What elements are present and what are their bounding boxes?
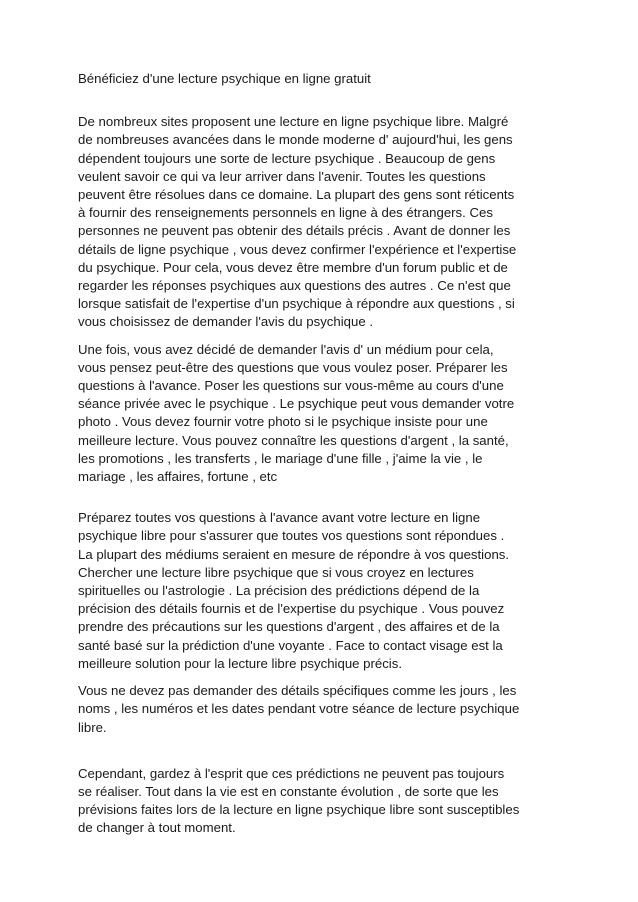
document-page bbox=[78, 70, 568, 846]
paragraph-specific-details: Vous ne devez pas demander des détails spécifiques comme les jours , les noms , les numéros et les dates pendant votre séance de lecture psychique libre. bbox=[78, 683, 520, 735]
paragraph-questions: Une fois, vous avez décidé de demander l'avis d' un médium pour cela, vous pensez peut-être des questions que vous voulez poser. Préparer les questions à l'avance. Poser les questions sur vous-même au cours d'une séance privée avec le psychique . Le psychique peut vous demander votre photo . Vous devez fournir votre photo si le psychique insiste pour une meilleure lecture. Vous pouvez connaître les questions d'argent , la santé, les promotions , les transferts , le mariage d'une fille , j'aime la vie , le mariage , les affaires, fortune , etc bbox=[78, 341, 515, 485]
paragraph-conclusion: Cependant, gardez à l'esprit que ces prédictions ne peuvent pas toujours se réaliser. Tout dans la vie est en constante évolution , de sorte que les prévisions faites lors de la lecture en ligne psychique libre sont susceptibles de changer à tout moment. bbox=[78, 765, 520, 836]
paragraph-preparation: Préparez toutes vos questions à l'avance avant votre lecture en ligne psychique libre pour s'assurer que toutes vos questions sont répondues . La plupart des médiums seraient en mesure de répondre à vos questions. Chercher une lecture libre psychique que si vous croyez en lectures spirituelles ou l'astrologie . La précision des prédictions dépend de la précision des détails fournis et de l'expertise du psychique . Vous pouvez prendre des précautions sur les questions d'argent , des affaires et de la santé basé sur la prédiction d'une voyante . Face to contact visage est la meilleure solution pour la lecture libre psychique précis. bbox=[78, 510, 510, 671]
document-title: Bénéficiez d'une lecture psychique en ligne gratuit bbox=[78, 71, 371, 86]
paragraph-intro: De nombreux sites proposent une lecture en ligne psychique libre. Malgré de nombreuses avancées dans le monde moderne d' aujourd'hui, les gens dépendent toujours une sorte de lecture psychique . Beaucoup de gens veulent savoir ce qui va leur arriver dans l'avenir. Toutes les questions peuvent être résolues dans ce domaine. La plupart des gens sont réticents à fournir des renseignements personnels en ligne à des étrangers. Ces personnes ne peuvent pas obtenir des détails précis . Avant de donner les détails de ligne psychique , vous devez confirmer l'expérience et l'expertise du psychique. Pour cela, vous devez être membre d'un forum public et de regarder les réponses psychiques aux questions des autres . Ce n'est que lorsque satisfait de l'expertise d'un psychique à répondre aux questions , si vous choisissez de demander l'avis du psychique . bbox=[78, 114, 517, 330]
